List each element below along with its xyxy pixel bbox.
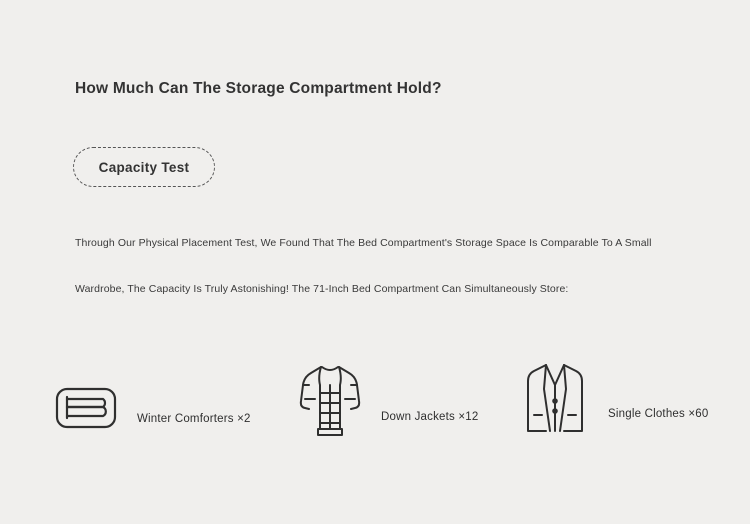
capacity-item-label: Single Clothes ×60	[608, 408, 709, 420]
page-title: How Much Can The Storage Compartment Hold?	[75, 80, 442, 97]
down-jacket-icon	[295, 355, 365, 441]
blazer-icon	[520, 355, 590, 441]
folded-comforter-icon	[53, 375, 119, 441]
capacity-item-label: Winter Comforters ×2	[137, 413, 251, 425]
capacity-items	[0, 355, 750, 465]
capacity-item-clothes	[520, 355, 708, 441]
capacity-item-label: Down Jackets ×12	[381, 411, 479, 423]
capacity-test-badge-label: Capacity Test	[98, 159, 190, 175]
capacity-item-jackets	[295, 355, 479, 441]
capacity-item-comforters	[53, 375, 251, 441]
capacity-test-badge	[73, 147, 215, 187]
description-line-1: Through Our Physical Placement Test, We Found That The Bed Compartment's Storage Space Is Comparable To A Small	[75, 237, 652, 249]
description-line-2: Wardrobe, The Capacity Is Truly Astonishing! The 71-Inch Bed Compartment Can Simultaneously Store:	[75, 283, 569, 295]
